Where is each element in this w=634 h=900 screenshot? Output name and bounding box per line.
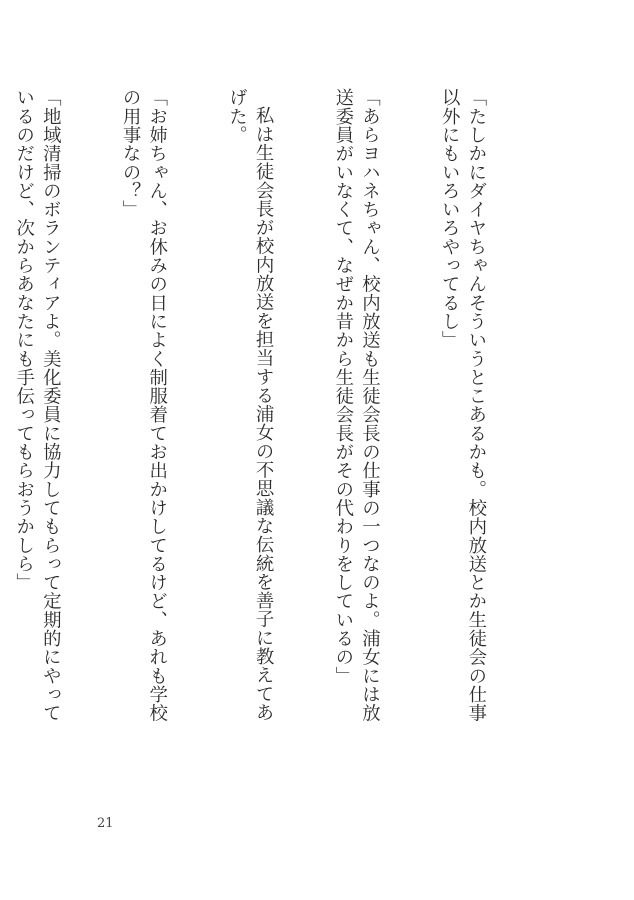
vertical-text-body: [13, 88, 542, 728]
paragraph-4: 「お姉ちゃん、お休みの日によく制服着てお出かけしてるけど、あれも学校の用事なの？」: [120, 88, 168, 723]
paragraph-2: 「あらヨハネちゃん、校内放送も生徒会長の仕事の一つなのよ。浦女には放送委員がいなくて、なぜか昔から生徒会長がその代わりをしているの」: [332, 88, 381, 723]
paragraph-3: 私は生徒会長が校内放送を担当する浦女の不思議な伝統を善子に教えてあげた。: [226, 88, 275, 722]
paragraph-1: 「たしかにダイヤちゃんそういうとこあるかも。校内放送とか生徒会の仕事以外にもいろいろやってるし」: [439, 88, 487, 723]
page-number: 21: [97, 816, 114, 831]
paragraph-5: 「地域清掃のボランティアよ。美化委員に協力してもらって定期的にやっているのだけど、次からあなたにも手伝ってもらおうかしら」: [13, 88, 62, 723]
